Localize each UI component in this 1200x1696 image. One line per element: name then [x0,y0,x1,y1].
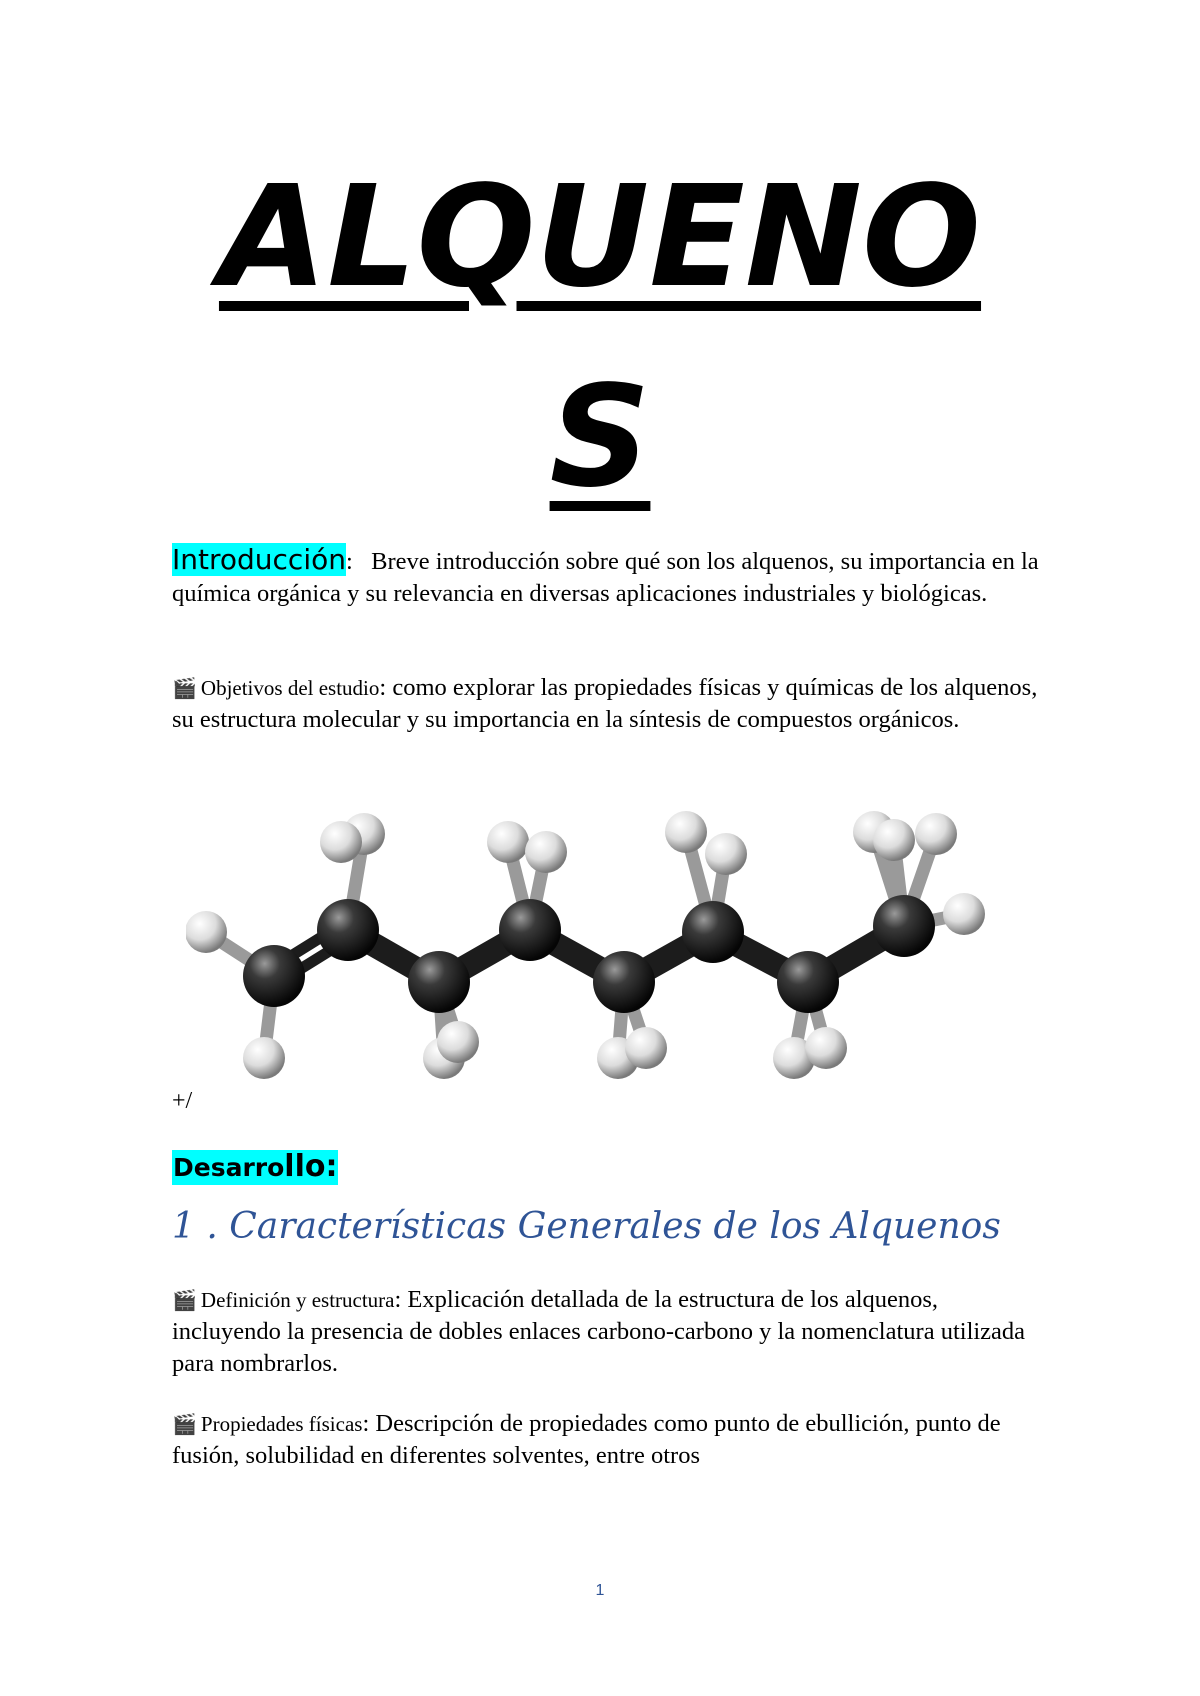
intro-separator: : [345,548,353,575]
hydrogen-atom [437,1021,479,1063]
definition-paragraph [172,1284,1052,1380]
definition-lead: Definición y estructura [200,1288,395,1312]
intro-label: Introducción [172,543,346,576]
carbon-atom [777,951,839,1013]
properties-lead: Propiedades físicas [200,1412,363,1436]
carbon-atom [317,899,379,961]
clapperboard-icon: 🎬 [172,676,197,700]
hydrogen-atom [487,821,529,863]
title-line-2: S [549,356,651,519]
hydrogen-atom [805,1027,847,1069]
objectives-text: : como explorar las propiedades físicas y químicas de los alquenos, su estructura molecular y su importancia en la síntesis de compuestos orgánicos. [172,674,1038,733]
hydrogen-atom [915,813,957,855]
intro-paragraph [172,544,1052,610]
carbon-atom [682,901,744,963]
carbon-atom [873,895,935,957]
molecule-image [186,790,1026,1080]
hydrogen-atom [186,911,227,953]
clapperboard-icon: 🎬 [172,1288,197,1312]
page-number: 1 [595,1582,605,1599]
section-heading-1: 1 . Características Generales de los Alquenos [172,1206,1001,1247]
stray-text: +/ [172,1088,193,1114]
bonds [206,832,964,1058]
carbon-atom [243,945,305,1007]
desarrollo-heading: Desarrollo: [173,1149,338,1184]
hydrogen-atom [665,811,707,853]
properties-paragraph [172,1408,1052,1472]
objectives-lead: Objetivos del estudio [200,676,380,700]
intro-text: Breve introducción sobre qué son los alquenos, su importancia en la química orgánica y su relevancia en diversas aplicaciones industriales y biológicas. [172,548,1039,607]
title-line-1: ALQUENO [218,156,982,319]
properties-text: : Descripción de propiedades como punto de ebullición, punto de fusión, solubilidad en diferentes solventes, entre otros [172,1410,1001,1469]
hydrogen-atom [525,831,567,873]
hydrogen-atom [943,893,985,935]
clapperboard-icon: 🎬 [172,1412,197,1436]
carbon-atom [593,951,655,1013]
definition-text: : Explicación detallada de la estructura de los alquenos, incluyendo la presencia de dobles enlaces carbono-carbono y la nomenclatura utilizada para nombrarlos. [172,1286,1026,1377]
objectives-paragraph [172,672,1052,736]
hydrogen-atom [625,1027,667,1069]
hydrogen-atom [873,819,915,861]
hydrogen-atom [320,821,362,863]
carbon-atom [408,951,470,1013]
carbon-atom [499,899,561,961]
hydrogen-atom [705,833,747,875]
hydrogen-atom [243,1037,285,1079]
